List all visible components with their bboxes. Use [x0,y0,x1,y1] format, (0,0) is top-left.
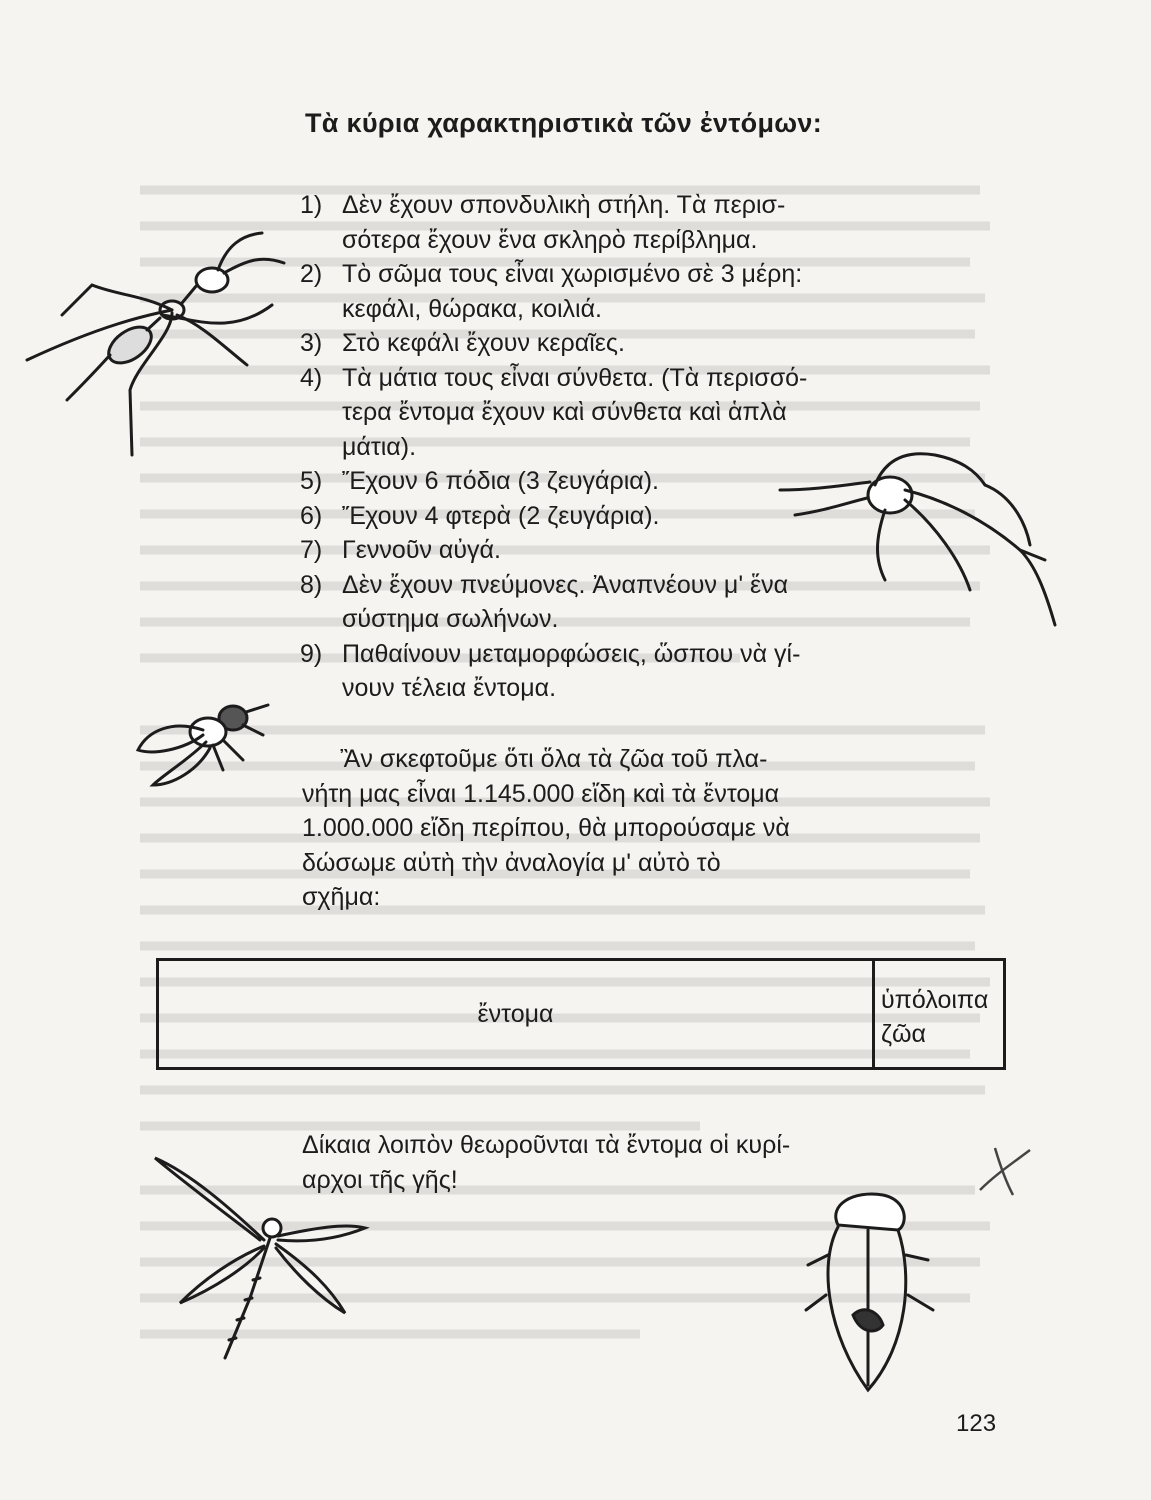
insects-label: ἔντομα [477,999,554,1028]
list-item-number: 6) [300,501,323,530]
paragraph-line: δώσωμε αὐτὴ τὴν ἀναλογία μ' αὐτὸ τὸ [302,848,721,877]
beetle-illustration [798,1185,948,1405]
grasshopper-illustration [775,440,1065,645]
list-item-text: Ἔχουν 4 φτερὰ (2 ζευγάρια). [342,501,660,530]
insects-segment [159,961,875,1067]
list-item-number: 8) [300,570,323,599]
grasshopper-icon [775,440,1065,640]
list-item-text: Δὲν ἔχουν σπονδυλικὴ στήλη. Τὰ περισ- [342,191,786,219]
list-item [300,257,910,326]
list-item-text: Στὸ κεφάλι ἔχουν κεραῖες. [342,329,625,357]
other-animals-segment [875,961,1003,1067]
list-item-text: μάτια). [342,432,417,461]
fly-illustration [128,690,278,795]
list-item-number: 2) [300,260,323,288]
list-item-text: τερα ἔντομα ἔχουν καὶ σύνθετα καὶ ἁπλὰ [342,398,787,426]
paragraph-line: Δίκαια λοιπὸν θεωροῦνται τὰ ἔντομα οἱ κυρί- [302,1131,791,1159]
intro-paragraph [302,742,862,915]
species-ratio-diagram [156,958,1006,1070]
dragonfly-icon [150,1148,380,1378]
beetle-icon [798,1185,948,1400]
paragraph-line: Ἂν σκεφτοῦμε ὅτι ὅλα τὰ ζῶα τοῦ πλα- [340,745,768,773]
list-item-text: Δὲν ἔχουν πνεύμονες. Ἀναπνέουν μ' ἕνα [342,570,789,599]
ant-illustration [22,225,292,470]
list-item-text: νουν τέλεια ἔντομα. [342,674,557,702]
fly-icon [128,690,278,790]
list-item-text: κεφάλι, θώρακα, κοιλιά. [342,294,602,323]
list-item-text: σύστημα σωλήνων. [342,605,559,633]
paragraph-line: νήτη μας εἶναι 1.145.000 εἴδη καὶ τὰ ἔντομα [302,779,780,808]
list-item-number: 1) [300,191,323,219]
list-item-number: 7) [300,536,323,564]
list-item [300,637,910,706]
list-item [300,326,910,361]
pencil-mark-x [975,1140,1035,1200]
page-number: 123 [956,1410,997,1437]
paragraph-line: αρχοι τῆς γῆς! [302,1165,458,1194]
paragraph-line: σχῆμα: [302,883,381,911]
list-item-text: Τὸ σῶμα τους εἶναι χωρισμένο σὲ 3 μέρη: [342,260,803,288]
other-animals-label: ὑπόλοιπα [881,986,989,1014]
page-title: Τὰ κύρια χαρακτηριστικὰ τῶν ἐντόμων: [305,108,822,138]
list-item-number: 5) [300,467,323,495]
list-item-number: 4) [300,363,323,392]
list-item-text: Ἔχουν 6 πόδια (3 ζευγάρια). [342,467,660,495]
ant-icon [22,225,292,465]
list-item-text: Γεννοῦν αὐγά. [342,536,501,564]
list-item-text: Παθαίνουν μεταμορφώσεις, ὥσπου νὰ γί- [342,639,801,668]
dragonfly-illustration [150,1148,380,1383]
paragraph-line: 1.000.000 εἴδη περίπου, θὰ μπορούσαμε νὰ [302,814,790,842]
list-item-number: 9) [300,639,323,668]
other-animals-label: ζῶα [881,1020,926,1048]
list-item-number: 3) [300,329,323,357]
list-item-text: σότερα ἔχουν ἕνα σκληρὸ περίβλημα. [342,225,758,254]
list-item-text: Τὰ μάτια τους εἶναι σύνθετα. (Τὰ περισσό- [342,363,808,392]
list-item [300,188,910,257]
